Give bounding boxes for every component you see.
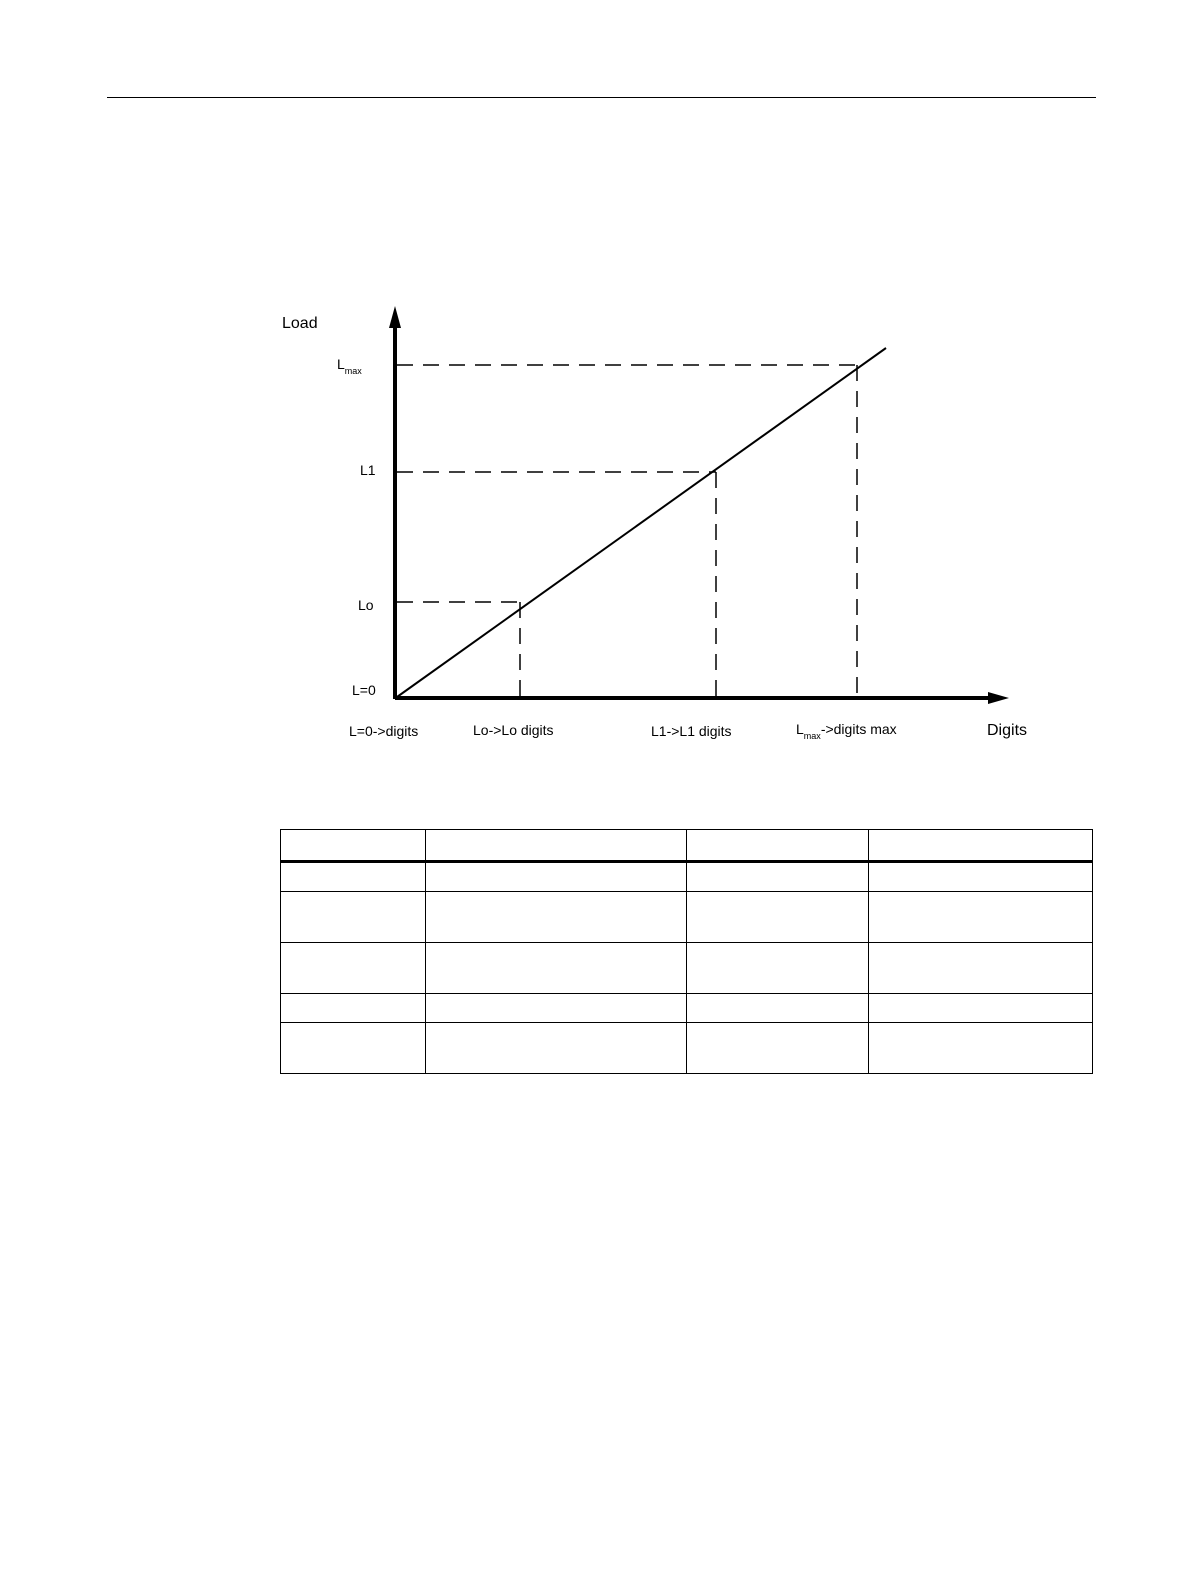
x-marker-lmax: $L_{max}->digits$ max — [796, 721, 897, 741]
x-axis-arrow — [988, 692, 1009, 704]
table-cell — [869, 1023, 1093, 1074]
y-axis-arrow — [389, 306, 401, 328]
table-row — [281, 943, 1093, 994]
table-cell — [281, 1023, 426, 1074]
table-cell — [869, 830, 1093, 862]
table-cell — [687, 994, 869, 1023]
x-marker-lo: Lo->Lo digits — [473, 722, 554, 738]
table-cell — [687, 830, 869, 862]
table-cell — [687, 1023, 869, 1074]
table-cell — [426, 943, 687, 994]
table-cell — [687, 943, 869, 994]
x-axis-title: Digits — [987, 722, 1028, 739]
x-marker-l1: L1->L1 digits — [651, 723, 732, 739]
table-cell — [426, 994, 687, 1023]
table-row — [281, 1023, 1093, 1074]
table-cell — [869, 862, 1093, 892]
table-cell — [426, 862, 687, 892]
table-cell — [281, 862, 426, 892]
table-cell — [281, 994, 426, 1023]
table-cell — [687, 862, 869, 892]
table-cell — [281, 943, 426, 994]
y-marker-lmax: $L_{max}$ — [337, 356, 362, 376]
table-row — [281, 994, 1093, 1023]
table-cell — [426, 1023, 687, 1074]
x-marker-l0: L=0->digits — [349, 723, 419, 739]
y-marker-l1: L1 — [360, 462, 376, 478]
table-row — [281, 892, 1093, 943]
y-marker-l0: L=0 — [352, 682, 376, 698]
table-cell — [281, 892, 426, 943]
table-row — [281, 862, 1093, 892]
table-cell — [869, 943, 1093, 994]
table-cell — [426, 892, 687, 943]
data-table — [280, 829, 1093, 1074]
table-header-row — [281, 830, 1093, 862]
table-cell — [687, 892, 869, 943]
table-cell — [281, 830, 426, 862]
y-axis-title: Load — [282, 315, 318, 332]
calibration-line — [397, 348, 886, 697]
y-marker-lo: Lo — [358, 597, 374, 613]
table-cell — [869, 892, 1093, 943]
table-cell — [426, 830, 687, 862]
table-cell — [869, 994, 1093, 1023]
